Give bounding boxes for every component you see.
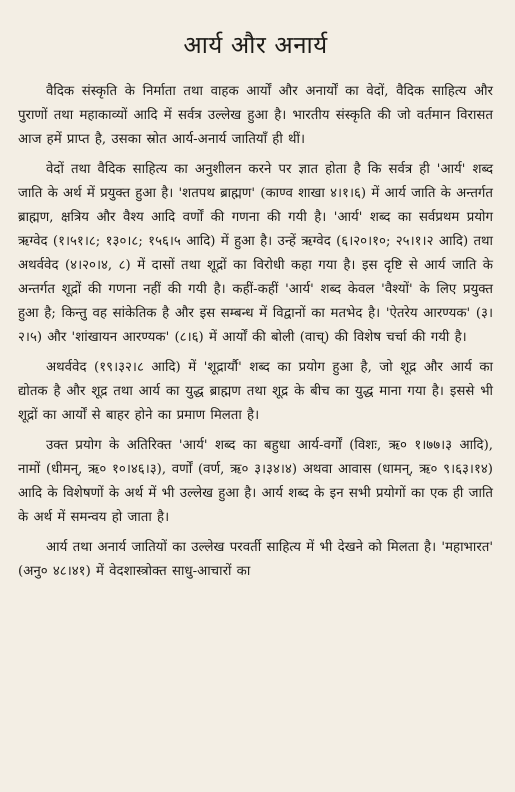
paragraph-arya-usage: वेदों तथा वैदिक साहित्य का अनुशीलन करने पर ज्ञात होता है कि सर्वत्र ही 'आर्य' शब्द जाति के अर्थ में प्रयुक्त हुआ है। 'शतपथ ब्राह्मण' (काण्व शाखा ४।१।६) में आर्य जाति के अन्तर्गत ब्राह्मण, क्षत्रिय और वैश्य आदि वर्णों की गणना की गयी है। 'आर्य' शब्द का सर्वप्रथम प्रयोग ऋग्वेद (१।५१।८; १३०।८; १५६।५ आदि) में हुआ है। उन्हें ऋग्वेद (६।२०।१०; २५।१।२ आदि) तथा अथर्ववेद (४।२०।४, ८) में दासों तथा शूद्रों का विरोधी कहा गया है। इस दृष्टि से आर्य जाति के अन्तर्गत शूद्रों की गणना नहीं की गयी है। कहीं-कहीं 'आर्य' शब्द केवल 'वैश्यों' के लिए प्रयुक्त हुआ है; किन्तु वह सांकेतिक है और इस सम्बन्ध में विद्वानों का मतभेद है। 'ऐतरेय आरण्यक' (३।२।५) और 'शांखायन आरण्यक' (८।६) में आर्यों की बोली (वाच्) की विशेष चर्चा की गयी है।	[18, 162, 494, 345]
paragraph-later-literature: आर्य तथा अनार्य जातियों का उल्लेख परवर्ती साहित्य में भी देखने को मिलता है। 'महाभारत' (अनु० ४८।४१) में वेदशास्त्रोक्त साधु-आचारों का	[18, 540, 493, 579]
paragraph-atharvaveda: अथर्ववेद (१९।३२।८ आदि) में 'शूद्रार्यौ' शब्द का प्रयोग हुआ है, जो शूद्र और आर्य का द्योतक है और शूद्र तथा आर्य का युद्ध ब्राह्मण तथा शूद्र के बीच का युद्ध माना गया है। इससे भी शूद्रों का आर्यों से बाहर होने का प्रमाण मिलता है।	[18, 360, 493, 423]
page-title: आर्य और अनार्य	[183, 31, 328, 59]
paragraph-adjectival-usage: उक्त प्रयोग के अतिरिक्त 'आर्य' शब्द का बहुधा आर्य-वर्गों (विशः, ऋ० १।७७।३ आदि), नामों (धीमन्, ऋ० १०।४६।३), वर्णों (वर्ण, ऋ० ३।३४।४) अथवा आवास (धामन्, ऋ० ९।६३।१४) आदि के विशेषणों के अर्थ में भी उल्लेख हुआ है। आर्य शब्द के इन सभी प्रयोगों का एक ही जाति के अर्थ में समन्वय हो जाता है।	[18, 438, 493, 525]
paragraph-intro: वैदिक संस्कृति के निर्माता तथा वाहक आर्यों और अनार्यों का वेदों, वैदिक साहित्य और पुराणों तथा महाकाव्यों आदि में सर्वत्र उल्लेख हुआ है। भारतीय संस्कृति की जो वर्तमान विरासत आज हमें प्राप्त है, उसका स्रोत आर्य-अनार्य जातियाँ ही थीं।	[18, 84, 493, 147]
